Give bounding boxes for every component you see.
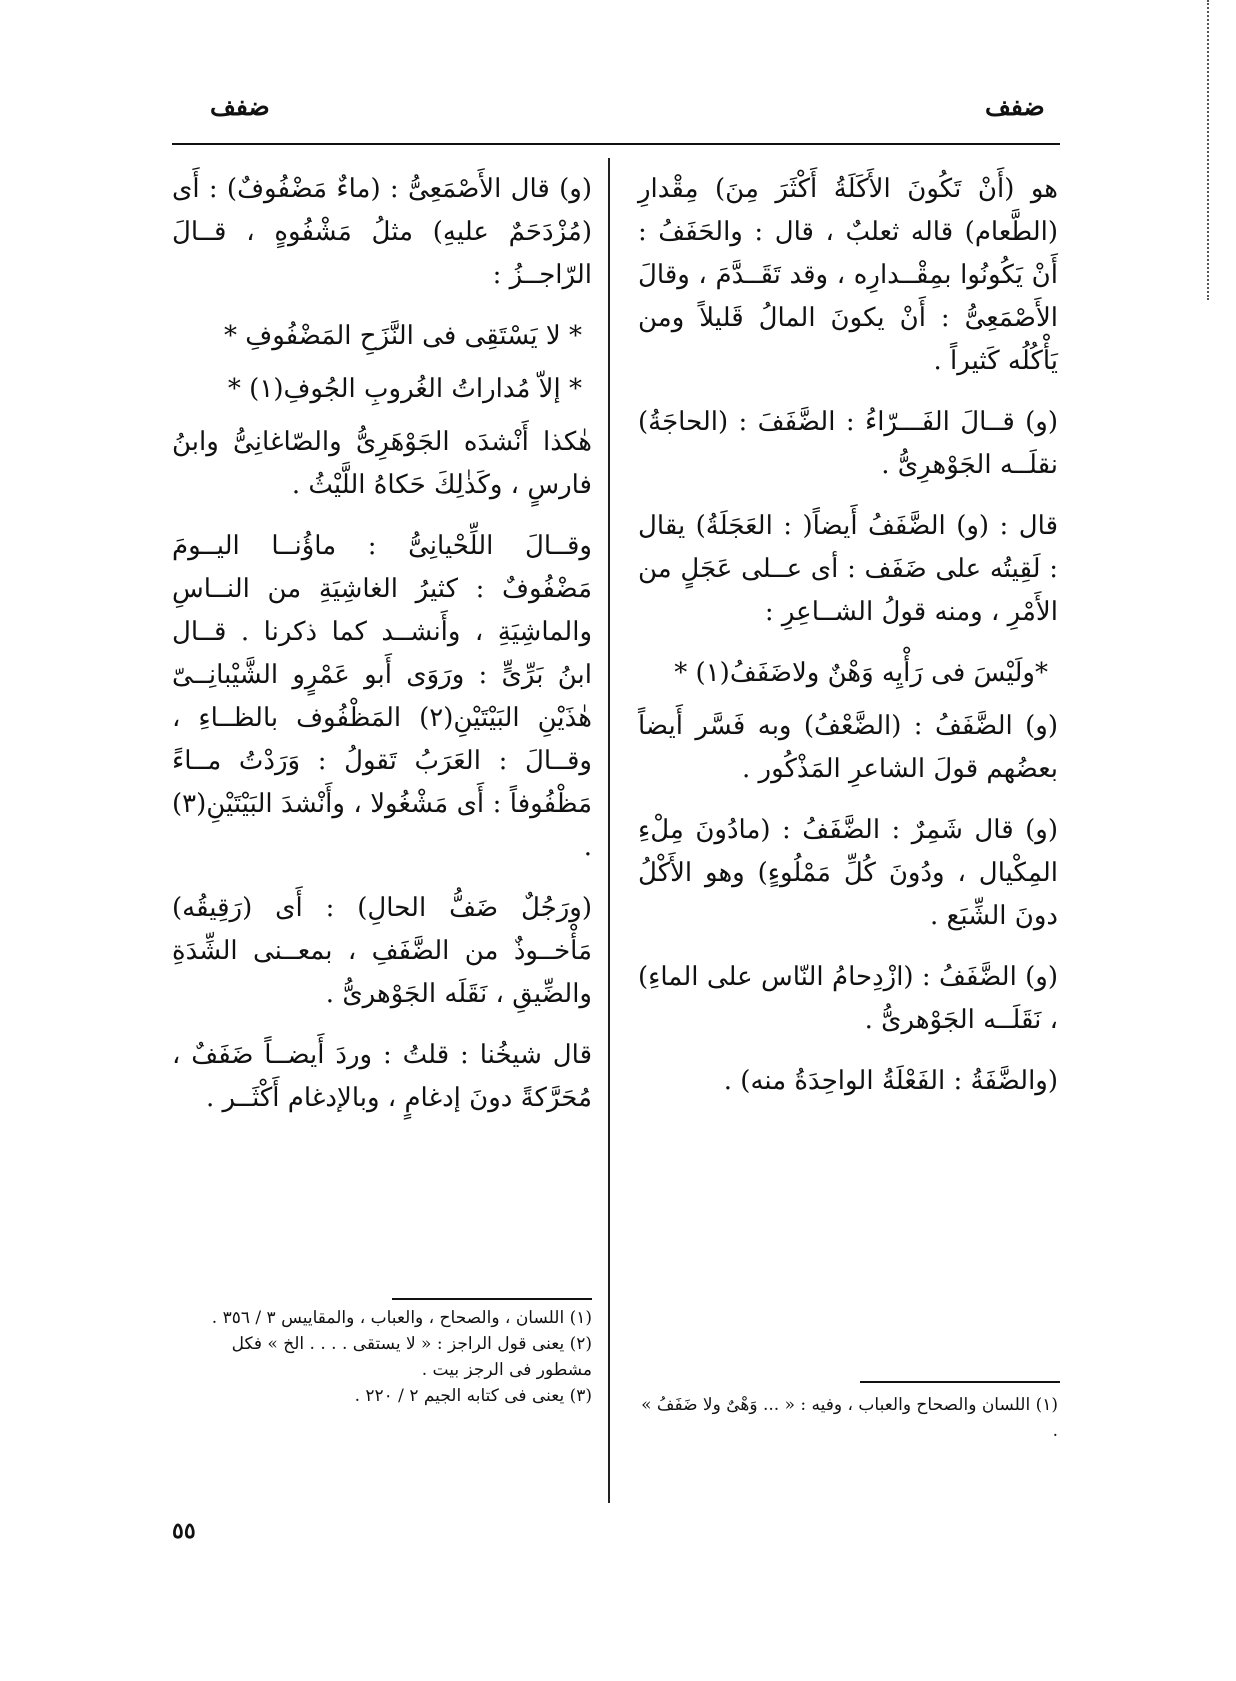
paragraph: (والضَّفَةُ : الفَعْلَةُ الواحِدَةُ منه) . [723,1066,1058,1096]
footnote: (٢) يعنى قول الراجز : « لا يستقى . . . . الخ » فكل مشطور فى الرجز بيت . [231,1334,592,1380]
footnote-rule-left [392,1298,592,1300]
running-header-right: ضفف [985,92,1045,121]
page-number: ٥٥ [172,1518,196,1544]
verse-line: * لا يَسْتَقِى فى النَّزَحِ المَضْفُوفِ * [224,321,582,351]
footnote: (١) اللسان ، والصحاح ، والعباب ، والمقاييس ٣ / ٣٥٦ . [211,1308,592,1328]
left-column [172,168,592,1138]
footnotes-right [638,1392,1058,1444]
header-rule [172,143,1060,145]
paragraph: (و) الضَّفَفُ : (ازْدِحامُ النّاس على الماءِ) ، نَقَلَــه الجَوْهرىُّ . [638,962,1058,1035]
column-divider [608,158,610,1503]
verse-line: *ولَيْسَ فى رَأْيِه وَهْنٌ ولاضَفَفُ(١) * [674,658,1048,688]
paragraph: هٰكذا أَنْشدَه الجَوْهَرِىُّ والصّاغانِىُّ وابنُ فارسٍ ، وكَذٰلِكَ حَكاهُ اللَّيْثُ . [172,427,592,500]
scan-edge-mark [1207,0,1211,300]
paragraph: وقــالَ اللِّحْيانِىُّ : ماؤُنــا اليــومَ مَضْفُوفٌ : كثيرُ الغاشِيَةِ من النــاسِ والماشِيَةِ ، وأَنشــد كما ذكرنا . قــال ابنُ بَرِّىٍّ : ورَوَى أَبو عَمْرٍو الشَّيْبانِــىّ هٰذَيْنِ البَيْتَيْنِ(٢) المَظْفُوف بالظــاءِ ، وقــالَ : العَرَبُ تَقولُ : وَرَدْتُ مــاءً مَظْفُوفاً : أَى مَشْغُولا ، وأَنْشدَ البَيْتَيْنِ(٣) . [172,531,592,862]
footnote-rule-right [860,1381,1060,1383]
footnote: (١) اللسان والصحاح والعباب ، وفيه : « ... وَهْىٌ ولا ضَفَفُ » . [641,1395,1058,1441]
paragraph: قال شيخُنا : قلتُ : وردَ أَيضــاً ضَفَفٌ ، مُحَرَّكةً دونَ إدغامٍ ، وبالإدغام أَكْثَــر . [172,1040,592,1113]
paragraph: (و) الضَّفَفُ : (الضَّعْفُ) وبه فَسَّر أَيضاً بعضُهم قولَ الشاعرِ المَذْكُور . [638,711,1058,784]
footnotes-left [172,1305,592,1409]
running-header-left: ضفف [210,92,270,121]
right-column [638,168,1058,1121]
paragraph: هو (أَنْ تَكُونَ الأَكَلَةُ أَكْثَرَ مِنَ) مِقْدارِ (الطَّعام) قاله ثعلبٌ ، قال : والحَفَفُ : أَنْ يَكُونُوا بمِقْــدارِه ، وقد تَقَــدَّمَ ، وقالَ الأَصْمَعِىُّ : أَنْ يكونَ المالُ قَليلاً ومن يَأْكُلُه كَثيراً . [638,174,1058,376]
paragraph: (و) قال شَمِرٌ : الضَّفَفُ : (مادُونَ مِلْءِ المِكْيال ، ودُونَ كُلِّ مَمْلُوءٍ) وهو الأَكْلُ دونَ الشِّبَع . [638,815,1058,931]
paragraph: (ورَجُلٌ ضَفُّ الحالِ) : أَى (رَقِيقُه) مَأْخــوذٌ من الضَّفَفِ ، بمعــنى الشِّدَةِ والضِّيقِ ، نَقَلَه الجَوْهرىُّ . [172,893,592,1009]
verse-line: * إلاّ مُداراتُ الغُروبِ الجُوفِ(١) * [227,374,582,404]
footnote: (٣) يعنى فى كتابه الجيم ٢ / ٢٢٠ . [354,1386,592,1406]
paragraph: قال : (و) الضَّفَفُ أَيضاً( : العَجَلَةُ) يقال : لَقِيتُه على ضَفَف : أى عــلى عَجَلٍ من الأَمْرِ ، ومنه قولُ الشــاعِرِ : [638,511,1058,627]
paragraph: (و) قال الأَصْمَعِىُّ : (ماءٌ مَضْفُوفٌ) : أَى (مُزْدَحَمٌ عليهِ) مثلُ مَشْفُوهٍ ، قــالَ الرّاجــزُ : [172,174,592,290]
paragraph: (و) قــالَ الفَـــرّاءُ : الضَّفَفَ : (الحاجَةُ) نقلَــه الجَوْهرِىُّ . [638,407,1058,480]
